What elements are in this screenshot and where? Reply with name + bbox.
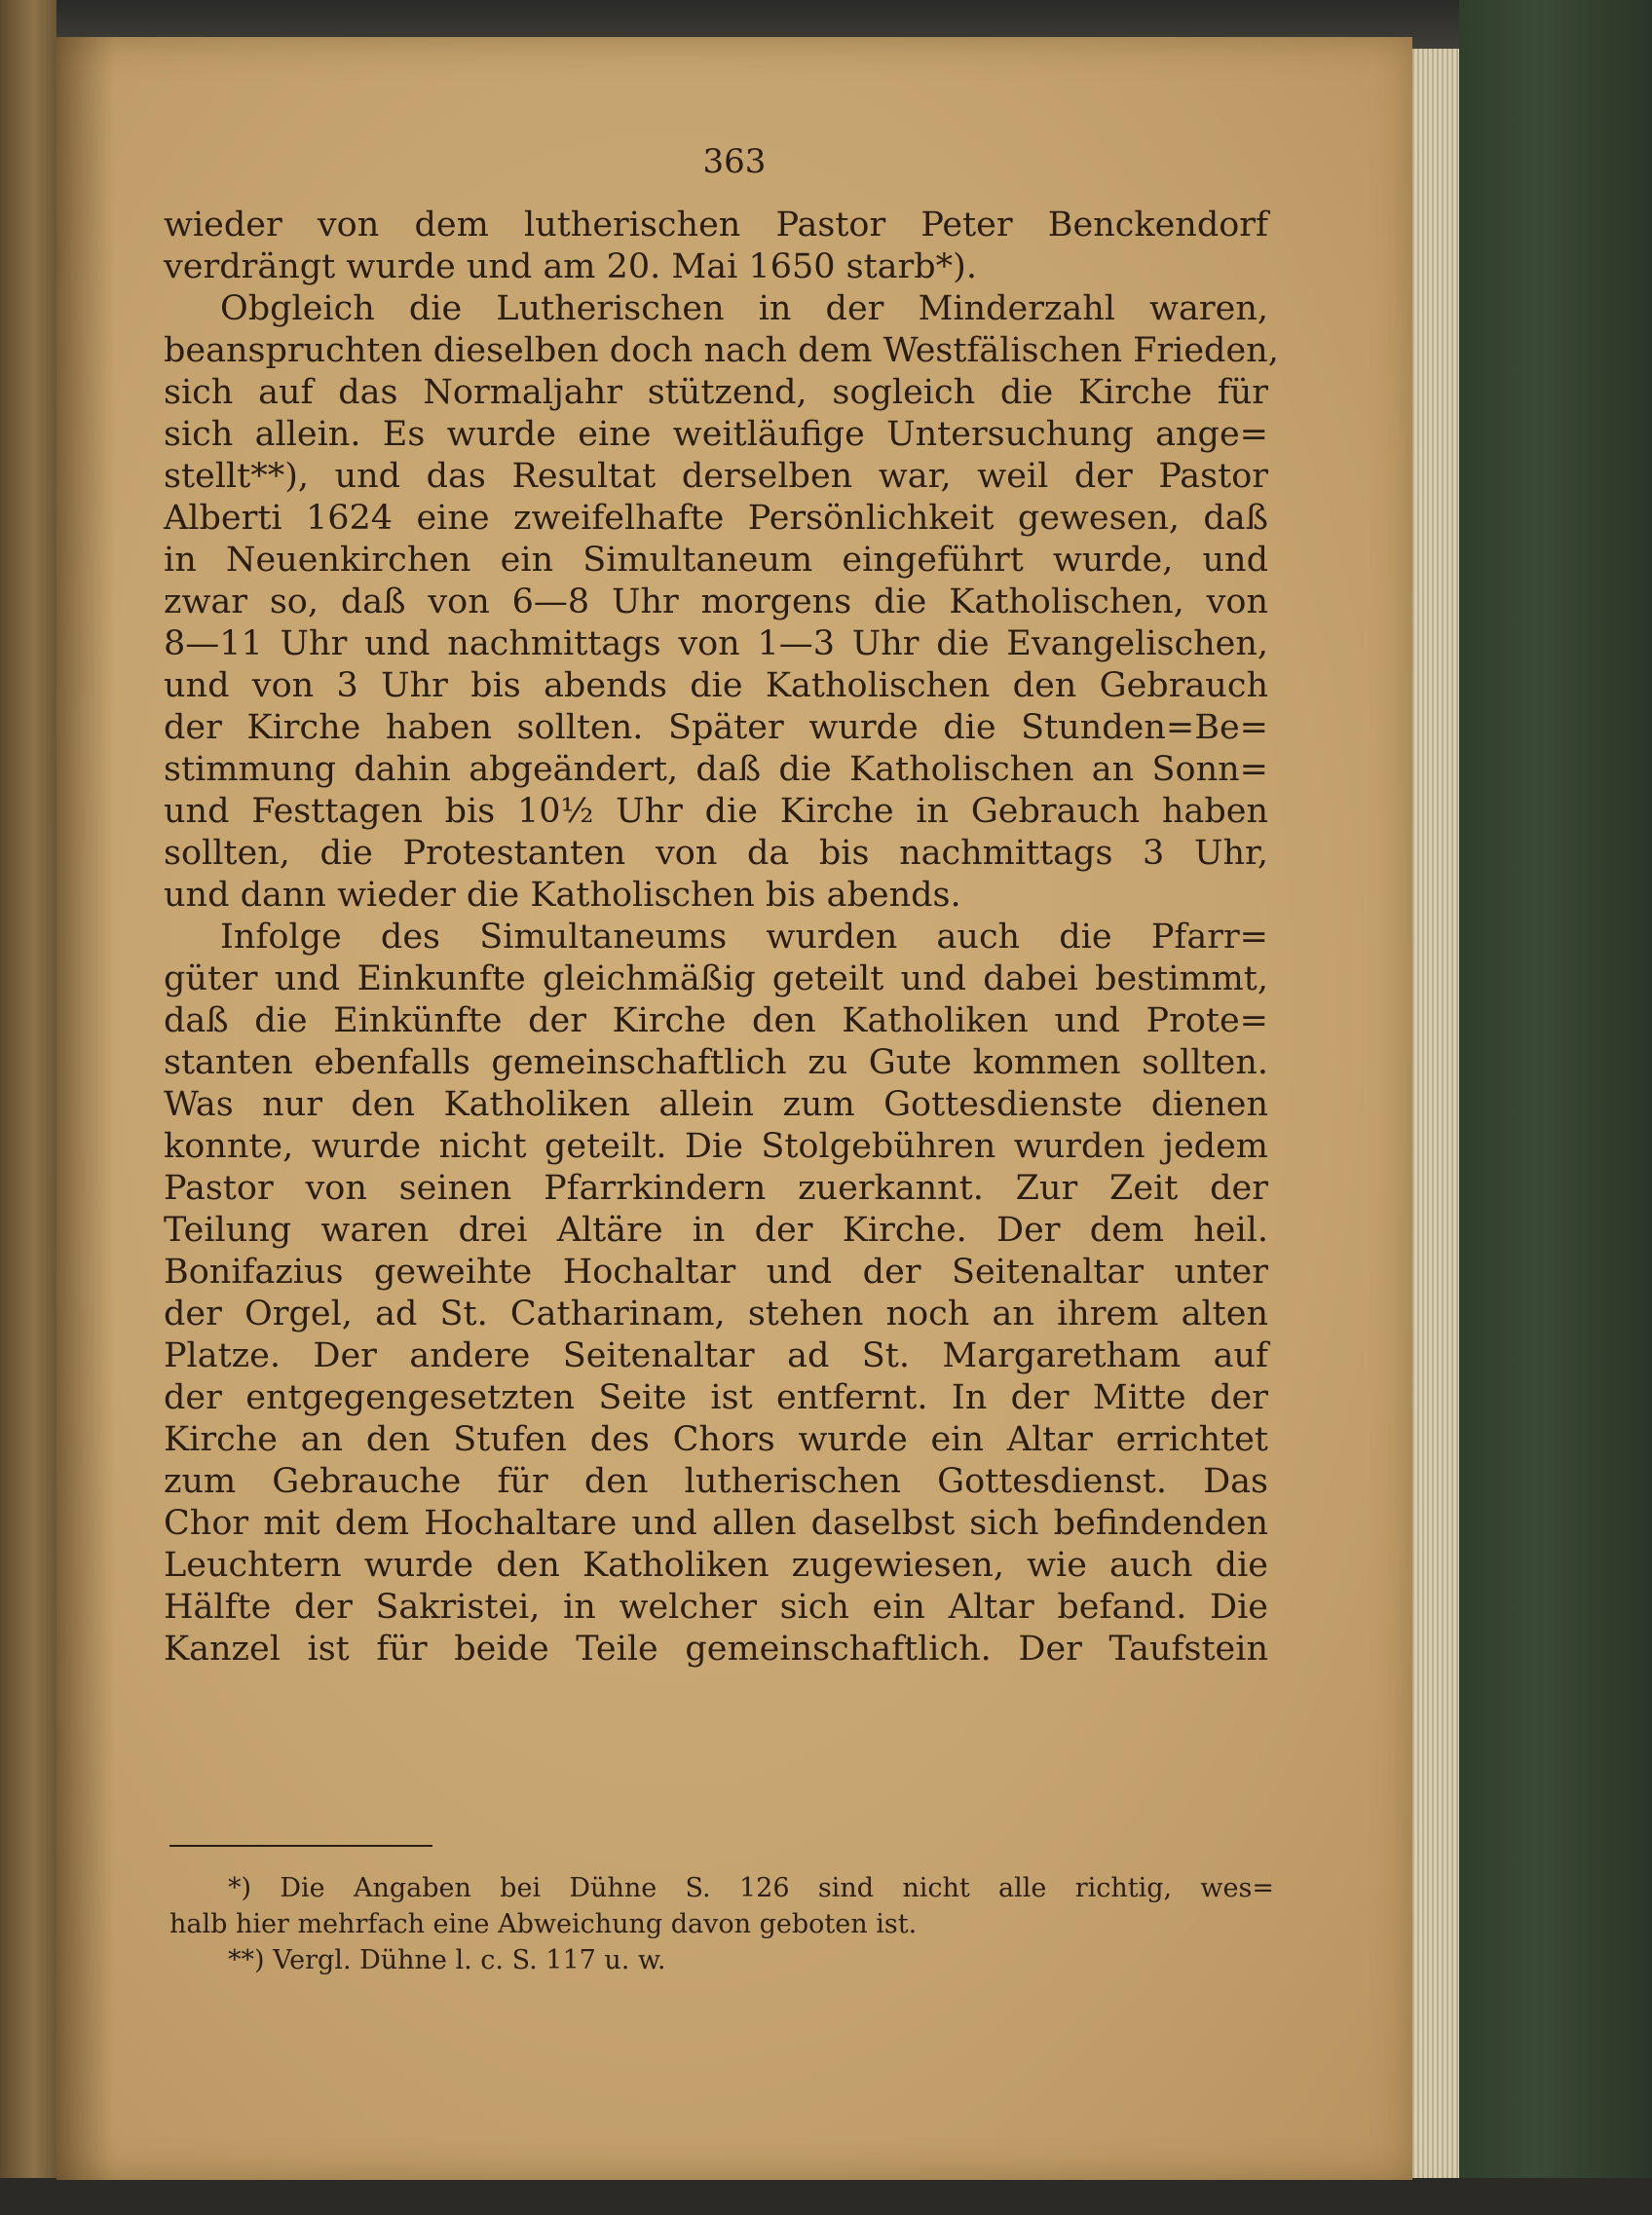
text-line: zum Gebrauche für den lutherischen Gottesdienst. Das [164, 1462, 1268, 1501]
text-line: Hälfte der Sakristei, in welcher sich ein Altar befand. Die [164, 1588, 1268, 1627]
text-line: in Neuenkirchen ein Simultaneum eingeführt wurde, und [164, 541, 1268, 580]
text-line: der Orgel, ad St. Catharinam, stehen noch an ihrem alten [164, 1295, 1268, 1333]
text-line: Chor mit dem Hochaltare und allen daselbst sich befindenden [164, 1504, 1268, 1543]
page-number: 363 [702, 142, 767, 181]
text-line: Kanzel ist für beide Teile gemeinschaftlich. Der Taufstein [164, 1630, 1268, 1669]
footnote-separator [169, 1845, 432, 1847]
text-line: Kirche an den Stufen des Chors wurde ein Altar errichtet [164, 1420, 1268, 1459]
text-line: beanspruchten dieselben doch nach dem Westfälischen Frieden, [164, 331, 1279, 370]
text-line: stimmung dahin abgeändert, daß die Katholischen an Sonn= [164, 750, 1268, 789]
footnote-line: halb hier mehrfach eine Abweichung davon geboten ist. [169, 1909, 918, 1939]
text-line: stellt**), und das Resultat derselben war, weil der Pastor [164, 457, 1268, 496]
text-line: und von 3 Uhr bis abends die Katholischen den Gebrauch [164, 666, 1268, 705]
footnote-line: **) Vergl. Dühne l. c. S. 117 u. w. [228, 1945, 666, 1975]
text-line: sich allein. Es wurde eine weitläufige Untersuchung ange= [164, 415, 1268, 454]
text-line: Obgleich die Lutherischen in der Minderzahl waren, [220, 289, 1268, 328]
text-line: stanten ebenfalls gemeinschaftlich zu Gute kommen sollten. [164, 1043, 1268, 1082]
text-line: und dann wieder die Katholischen bis abends. [164, 876, 961, 915]
text-line: güter und Einkunfte gleichmäßig geteilt und dabei bestimmt, [164, 959, 1268, 998]
book-cover [1459, 0, 1652, 2215]
text-line: verdrängt wurde und am 20. Mai 1650 starb*). [164, 247, 977, 286]
main-text [164, 205, 1279, 1671]
text-line: 8—11 Uhr und nachmittags von 1—3 Uhr die Evangelischen, [164, 624, 1268, 663]
footnote-line: *) Die Angaben bei Dühne S. 126 sind nicht alle richtig, wes= [228, 1873, 1274, 1903]
book-page [56, 37, 1412, 2180]
text-line: wieder von dem lutherischen Pastor Peter Benckendorf [164, 206, 1268, 244]
text-line: und Festtagen bis 10½ Uhr die Kirche in Gebrauch haben [164, 792, 1268, 831]
gutter-shadow [56, 37, 115, 2180]
text-line: Was nur den Katholiken allein zum Gottesdienste dienen [164, 1085, 1268, 1124]
text-line: Alberti 1624 eine zweifelhafte Persönlichkeit gewesen, daß [164, 499, 1268, 538]
text-line: der entgegengesetzten Seite ist entfernt. In der Mitte der [164, 1378, 1268, 1417]
text-line: sich auf das Normaljahr stützend, sogleich die Kirche für [164, 373, 1268, 412]
text-line: Pastor von seinen Pfarrkindern zuerkannt. Zur Zeit der [164, 1169, 1268, 1208]
text-line: daß die Einkünfte der Kirche den Katholiken und Prote= [164, 1001, 1268, 1040]
text-line: sollten, die Protestanten von da bis nachmittags 3 Uhr, [164, 834, 1268, 873]
text-line: Teilung waren drei Altäre in der Kirche. Der dem heil. [164, 1211, 1268, 1250]
facing-page-edge [0, 0, 56, 2215]
footnotes [169, 1870, 1274, 1978]
text-line: zwar so, daß von 6—8 Uhr morgens die Katholischen, von [164, 582, 1268, 621]
text-line: der Kirche haben sollten. Später wurde die Stunden=Be= [164, 708, 1268, 747]
page-stack-edges [1405, 49, 1459, 2182]
text-line: konnte, wurde nicht geteilt. Die Stolgebühren wurden jedem [164, 1127, 1268, 1166]
text-line: Platze. Der andere Seitenaltar ad St. Margaretham auf [164, 1336, 1268, 1375]
text-line: Infolge des Simultaneums wurden auch die Pfarr= [220, 918, 1268, 957]
text-line: Leuchtern wurde den Katholiken zugewiesen, wie auch die [164, 1546, 1268, 1585]
text-line: Bonifazius geweihte Hochaltar und der Seitenaltar unter [164, 1253, 1268, 1292]
scan-background-bottom [0, 2178, 1652, 2215]
